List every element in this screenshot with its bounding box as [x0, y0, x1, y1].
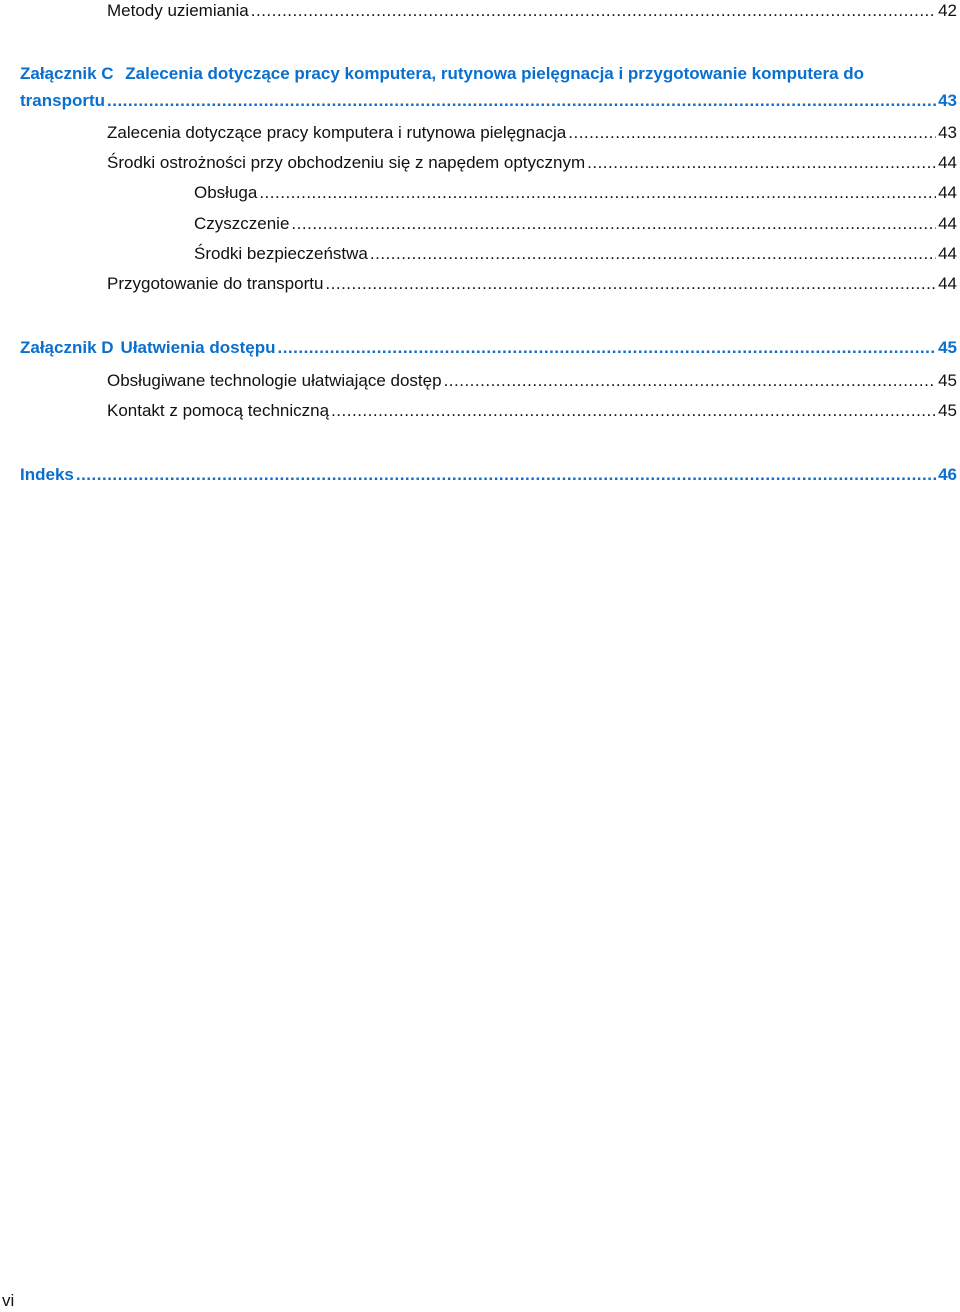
toc-entry-label: Środki bezpieczeństwa [194, 244, 368, 263]
toc-entry-indeks[interactable] [20, 464, 957, 486]
chapter-label: Załącznik C [20, 64, 114, 83]
toc-entry-zalecenia[interactable] [107, 122, 957, 144]
toc-leader-dots [277, 337, 936, 359]
toc-entry-label: Kontakt z pomocą techniczną [107, 401, 330, 420]
toc-chapter-c-entry[interactable] [20, 90, 957, 112]
chapter-title: Ułatwienia dostępu [120, 338, 276, 357]
toc-entry-page: 43 [938, 91, 957, 110]
toc-entry-czyszczenie[interactable] [194, 213, 957, 235]
toc-entry-przygotowanie[interactable] [107, 273, 957, 295]
toc-leader-dots [76, 464, 936, 486]
toc-entry-page: 45 [938, 371, 957, 390]
toc-entry-label: Środki ostrożności przy obchodzeniu się z napędem optycznym [107, 153, 586, 172]
toc-entry-label: Obsługiwane technologie ułatwiające dostęp [107, 371, 442, 390]
toc-entry-label: Metody uziemiania [107, 1, 249, 20]
toc-leader-dots [370, 243, 936, 265]
toc-leader-dots [568, 122, 936, 144]
toc-leader-dots [259, 182, 936, 204]
toc-entry-kontakt[interactable] [107, 400, 957, 422]
toc-entry-label: Przygotowanie do transportu [107, 274, 324, 293]
toc-entry-label: Czyszczenie [194, 214, 290, 233]
toc-leader-dots [291, 213, 936, 235]
toc-entry-srodki-bezpieczenstwa[interactable] [194, 243, 957, 265]
toc-entry-page: 45 [938, 338, 957, 357]
toc-leader-dots [107, 90, 936, 112]
chapter-label: Załącznik D [20, 338, 114, 357]
toc-leader-dots [331, 400, 936, 422]
toc-chapter-c-heading[interactable] [20, 63, 864, 85]
toc-entry-metody-uziemiania[interactable] [107, 0, 957, 22]
chapter-title: Zalecenia dotyczące pracy komputera, rutynowa pielęgnacja i przygotowanie komputera do [125, 64, 865, 83]
toc-entry-page: 43 [938, 123, 957, 142]
page-number: vi [2, 1291, 15, 1310]
chapter-title-continuation: transportu [20, 91, 105, 110]
toc-entry-technologie[interactable] [107, 370, 957, 392]
toc-chapter-d-entry[interactable] [20, 337, 957, 359]
toc-entry-srodki-ostroznosci[interactable] [107, 152, 957, 174]
toc-leader-dots [251, 0, 936, 22]
toc-entry-page: 44 [938, 244, 957, 263]
toc-entry-label: Indeks [20, 465, 74, 484]
toc-entry-page: 42 [938, 1, 957, 20]
toc-entry-page: 44 [938, 183, 957, 202]
toc-leader-dots [587, 152, 936, 174]
toc-entry-page: 46 [938, 465, 957, 484]
toc-entry-label: Obsługa [194, 183, 258, 202]
toc-entry-page: 44 [938, 153, 957, 172]
toc-leader-dots [444, 370, 937, 392]
toc-entry-page: 45 [938, 401, 957, 420]
toc-entry-page: 44 [938, 274, 957, 293]
toc-entry-obsluga[interactable] [194, 182, 957, 204]
toc-entry-label: Zalecenia dotyczące pracy komputera i rutynowa pielęgnacja [107, 123, 567, 142]
chapter-heading [20, 337, 275, 359]
toc-entry-page: 44 [938, 214, 957, 233]
toc-leader-dots [325, 273, 936, 295]
